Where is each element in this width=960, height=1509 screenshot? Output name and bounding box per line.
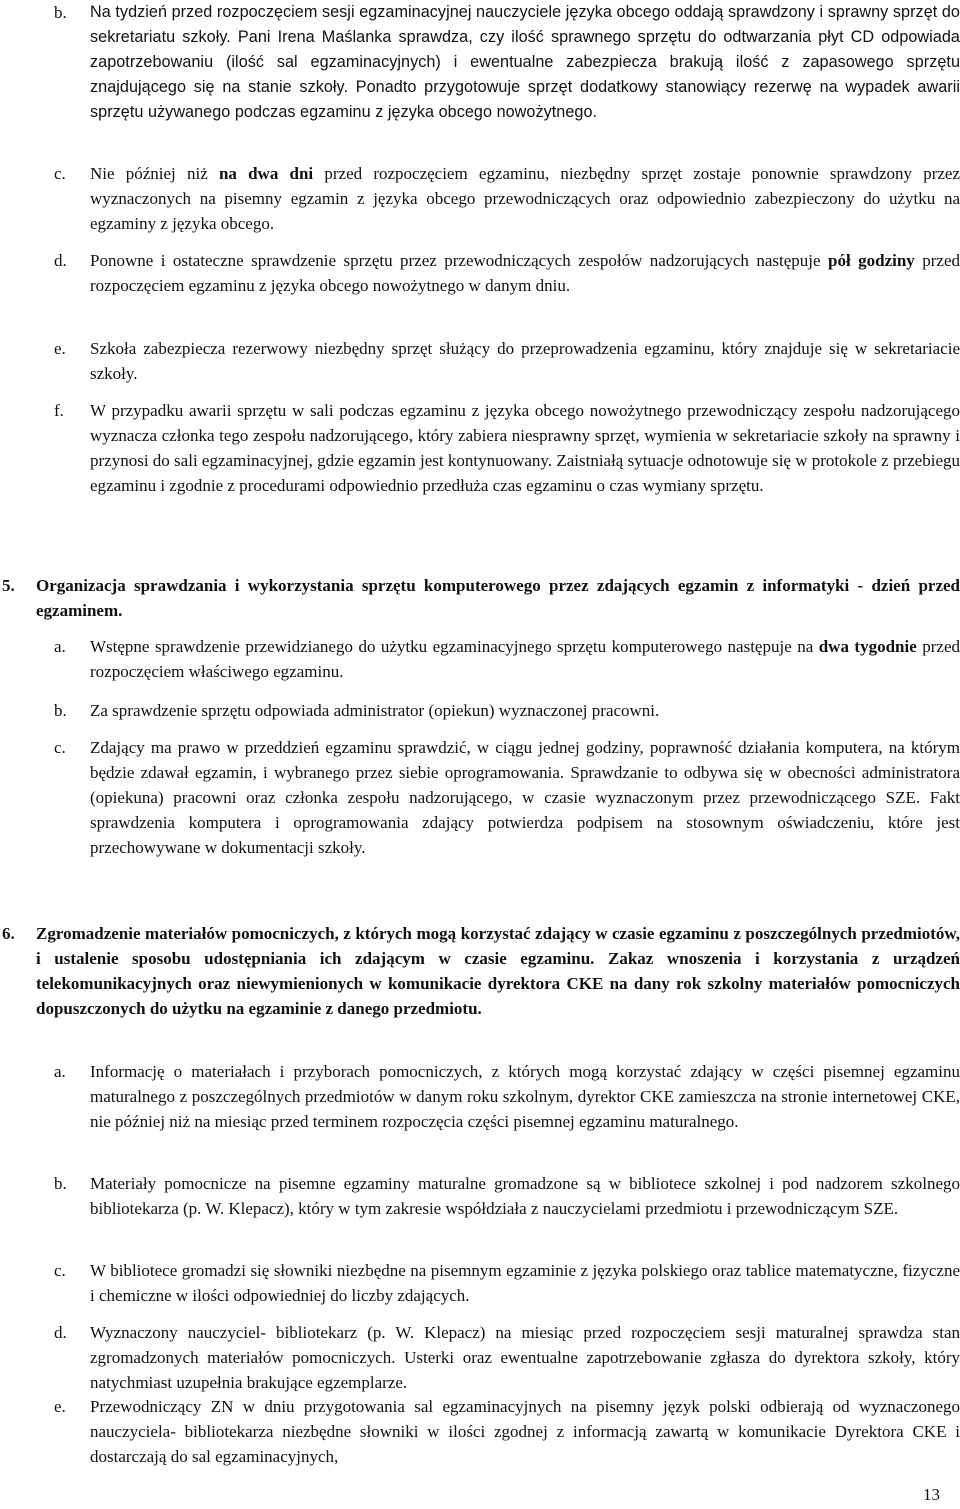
list-marker: c. (54, 1261, 66, 1280)
list-item-6c (54, 1258, 960, 1308)
list-item-4f (54, 398, 960, 498)
section-heading-5 (2, 573, 960, 623)
list-marker: d. (54, 1323, 67, 1342)
paragraph-text: Zaistniałą sytuacje odnotowuje się w protokole z przebiegu egzaminu i zgodnie z procedurami odpowiednio przedłuża czas egzaminu o czas wymiany sprzętu. (90, 451, 960, 495)
list-marker: c. (54, 738, 66, 757)
list-item-6d (54, 1320, 960, 1395)
section-title: Organizacja sprawdzania i wykorzystania sprzętu komputerowego przez zdających egzamin z informatyki - dzień przed egzaminem. (36, 576, 960, 620)
emphasis-text: dwa tygodnie (818, 637, 917, 656)
list-item-5c (54, 735, 960, 860)
emphasis-text: na dwa dni (218, 164, 314, 183)
paragraph-text: Przewodniczący ZN w dniu przygotowania sal egzaminacyjnych na pisemny język polski odbierają od wyznaczonego nauczyciela- bibliotekarza niezbędne słowniki w ilości zgodnej z informacją zawartą w komunikacie Dyrektora CKE i dostarczają do sal egzaminacyjnych, (90, 1397, 960, 1466)
paragraph-text: przed rozpoczęciem egzaminu, niezbędny sprzęt zostaje ponownie sprawdzony przez wyznaczonych na pisemny egzamin z języka obcego przewodniczących oraz odpowiednio zabezpieczony do użytku na egzaminy z języka obcego. (90, 164, 960, 233)
list-marker: e. (54, 1397, 66, 1416)
list-item-6e (54, 1394, 960, 1469)
paragraph-text: Wstępne sprawdzenie przewidzianego do użytku egzaminacyjnego sprzętu komputerowego następuje na (90, 637, 814, 656)
list-marker: f. (54, 401, 64, 420)
paragraph-text: Za sprawdzenie sprzętu odpowiada administrator (opiekun) wyznaczonej pracowni. (90, 701, 660, 720)
list-marker: b. (54, 3, 67, 22)
list-marker: c. (54, 164, 66, 183)
list-item-4c (54, 161, 960, 236)
list-item-4b (54, 0, 960, 125)
section-number: 6. (2, 924, 15, 943)
paragraph-text: Na tydzień przed rozpoczęciem sesji egzaminacyjnej nauczyciele języka obcego oddają sprawdzony i sprawny sprzęt do sekretariatu szkoły. (90, 3, 960, 46)
list-marker: e. (54, 339, 66, 358)
paragraph-text: Materiały pomocnicze na pisemne egzaminy maturalne gromadzone są w bibliotece szkolnej i pod nadzorem szkolnego bibliotekarza (p. W. Klepacz), który w tym zakresie współdziała z nauczycielami przedmiotu i przewodniczącym SZE. (90, 1174, 960, 1218)
paragraph-text: przed rozpoczęciem egzaminu z języka obcego nowożytnego w danym dniu. (90, 251, 960, 295)
list-item-5a (54, 634, 960, 684)
list-marker: b. (54, 701, 67, 720)
list-marker: a. (54, 1062, 66, 1081)
paragraph-text: Informację o materiałach i przyborach pomocniczych, z których mogą korzystać zdający w części pisemnej egzaminu maturalnego z poszczególnych przedmiotów w danym roku szkolnym, dyrektor CKE zamieszcza na stronie internetowej CKE, nie później niż na miesiąc przed terminem rozpoczęcia części pisemnej egzaminu maturalnego. (90, 1062, 960, 1131)
list-marker: a. (54, 637, 66, 656)
list-item-4d (54, 248, 960, 298)
section-heading-6 (2, 921, 960, 1021)
list-marker: b. (54, 1174, 67, 1193)
section-title: Zgromadzenie materiałów pomocniczych, z których mogą korzystać zdający w czasie egzaminu z poszczególnych przedmiotów, i ustalenie sposobu udostępniania ich zdającym w czasie egzaminu. Zakaz wnoszenia i korzystania z urządzeń telekomunikacyjnych oraz niewymienionych w komunikacie dyrektora CKE na dany rok szkolny materiałów pomocniczych dopuszczonych do użytku na egzaminie z danego przedmiotu. (36, 924, 960, 1018)
paragraph-text: W bibliotece gromadzi się słowniki niezbędne na pisemnym egzaminie z języka polskiego oraz tablice matematyczne, fizyczne i chemiczne w ilości odpowiedniej do liczby zdających. (90, 1261, 960, 1305)
paragraph-text: Nie później niż (90, 164, 208, 183)
paragraph-text: Szkoła zabezpiecza rezerwowy niezbędny sprzęt służący do przeprowadzenia egzaminu, który znajduje się w sekretariacie szkoły. (90, 339, 960, 383)
paragraph-text: Zdający ma prawo w przeddzień egzaminu sprawdzić, w ciągu jednej godziny, poprawność działania komputera, na którym będzie zdawał egzamin, i wybranego przez siebie oprogramowania. Sprawdzanie to odbywa się w obecności administratora (opiekuna) pracowni oraz członka zespołu nadzorującego, w czasie wyznaczonym przez przewodniczącego SZE. Fakt sprawdzenia komputera i oprogramowania zdający potwierdza podpisem na stosownym oświadczeniu, które jest przechowywane w dokumentacji szkoły. (90, 738, 960, 857)
paragraph-text: W przypadku awarii sprzętu w sali podczas egzaminu z języka obcego nowożytnego przewodniczący zespołu nadzorującego wyznacza członka tego zespołu nadzorującego, który zabiera niesprawny sprzęt, wymienia w sekretariacie szkoły na sprawny i przynosi do sali egzaminacyjnej, gdzie egzamin jest kontynuowany. (90, 401, 960, 470)
list-item-6b (54, 1171, 960, 1221)
paragraph-text: Ponadto przygotowuje sprzęt dodatkowy stanowiący rezerwę na wypadek awarii sprzętu używanego podczas egzaminu z języka obcego nowożytnego. (90, 78, 960, 121)
paragraph-text: Wyznaczony nauczyciel- bibliotekarz (p. W. Klepacz) na miesiąc przed rozpoczęciem sesji maturalnej sprawdza stan zgromadzonych materiałów pomocniczych. Usterki oraz ewentualne zapotrzebowanie zgłasza do dyrektora szkoły, który natychmiast uzupełnia brakujące egzemplarze. (90, 1323, 960, 1392)
paragraph-text: przed rozpoczęciem właściwego egzaminu. (90, 637, 960, 681)
paragraph-text: Ponowne i ostateczne sprawdzenie sprzętu przez przewodniczących zespołów nadzorujących następuje (90, 251, 821, 270)
emphasis-text: pół godziny (828, 251, 915, 270)
list-item-5b (54, 698, 960, 723)
list-marker: d. (54, 251, 67, 270)
list-item-4e (54, 336, 960, 386)
page-number: 13 (923, 1485, 940, 1504)
list-item-6a (54, 1059, 960, 1134)
paragraph-text: Pani Irena Maślanka sprawdza, czy ilość sprawnego sprzętu do odtwarzania płyt CD odpowiada zapotrzebowaniu (ilość sal egzaminacyjnych) i ewentualne zabezpiecza brakują ilość z zapasowego sprzętu znajdującego się na stanie szkoły. (90, 28, 960, 96)
section-number: 5. (2, 576, 15, 595)
